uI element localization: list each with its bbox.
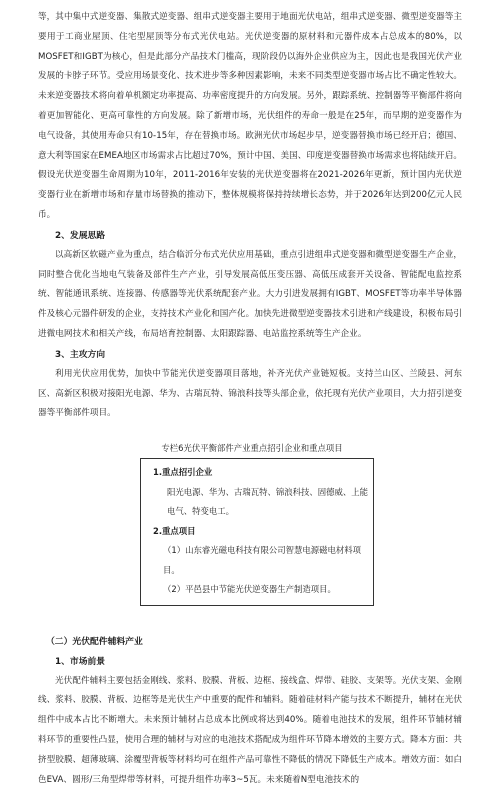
section-heading-market-outlook: 1、市场前景 (55, 656, 106, 667)
box-heading-key-projects: 2.重点项目 (153, 525, 196, 536)
intro-paragraph: 等，其中集中式逆变器、集散式逆变器、组串式逆变器主要用于地面光伏电站，组串式逆变器、微型逆变器等主要用于工商业屋顶、住宅型屋顶等分布式光伏电站。光伏逆变器的原材料和元器件成本占总成本的80%，以MOSFET和IGBT为核心，但是此部分产品技术门槛高，现阶段仍以海外企业供应为主，因此也是我国光伏产业发展的卡脖子环节。受应用场景变化、技术进步等多种因素影响，未来不同类型逆变器市场占比不确定性较大。未来逆变器技术将向着单机额定功率提高、功率密度提升的方向发展。另外，跟踪系统、控制器等平衡部件将向着更加智能化、更高可靠性的方向发展。除了新增市场，光伏组件的寿命一般是在25年，而早期的逆变器作为电气设备，其使用寿命只有10-15年，存在替换市场。欧洲光伏市场起步早，逆变器替换市场已经开启；德国、意大利等国家在EMEA地区市场需求占比超过70%，预计中国、美国、印度逆变器替换市场需求也将陆续开启。假设光伏逆变器生命周期为10年，2011-2016年安装的光伏逆变器将在2021-2026年更新，预计国内光伏逆变器行业在新增市场和存量市场替换的推动下，整体规模将保持持续增长态势，并于2026年达到200亿元人民币。 (38, 12, 462, 220)
box-heading-key-enterprises: 1.重点招引企业 (153, 467, 213, 478)
main-direction-paragraph: 利用光伏应用优势，加快中节能光伏逆变器项目落地，补齐光伏产业链短板。支持兰山区、兰陵县、河东区、高新区积极对接阳光电源、华为、古瑞瓦特、锦浪科技等头部企业，依托现有光伏产业项目，大力招引逆变器等平衡部件项目。 (38, 368, 462, 419)
box-project-1: （1）山东睿光磁电科技有限公司智慧电源磁电材料项目。 (163, 545, 361, 575)
column-box (140, 458, 374, 606)
box-project-2: （2）平邑县中节能光伏逆变器生产制造项目。 (163, 584, 336, 595)
section-heading-main-direction: 3、主攻方向 (55, 349, 106, 360)
market-outlook-paragraph: 光伏配件辅料主要包括金刚线、浆料、胶膜、背板、边框、接线盒、焊带、硅胶、支架等。光伏支架、金刚线、浆料、胶膜、背板、边框等是光伏生产中重要的配件和辅料。随着硅材料产能与技术不断提升，辅材在光伏组件中成本占比不断增大。未来预计辅材占总成本比例或将达到40%。随着电池技术的发展，组件环节辅材辅料环节的重要性凸显，使用合理的辅材与对应的电池技术搭配成为组件环节降本增效的主要方式。降本方面：共挤型胶膜、超薄玻璃、涂覆型背板等材料均可在组件产品可靠性不降低的情况下降低生产成本。增效方面：如白色EVA、圆形/三角型焊带等材料，可提升组件功率3~5瓦。未来随着N型电池技术的 (38, 675, 462, 785)
part-heading-accessories: （二）光伏配件辅料产业 (46, 636, 143, 647)
box-enterprise-list: 阳光电源、华为、古瑞瓦特、锦浪科技、固德威、上能电气、特变电工。 (167, 486, 368, 517)
section-heading-development-approach: 2、发展思路 (55, 230, 106, 241)
column-box-title: 专栏6光伏平衡部件产业重点招引企业和重点项目 (161, 443, 343, 454)
document-page (38, 8, 462, 790)
development-approach-paragraph: 以高新区软磁产业为重点，结合临沂分布式光伏应用基础，重点引进组串式逆变器和微型逆变器生产企业，同时整合优化当地电气装备及部件生产产业，引导发展高低压变压器、高低压成套开关设备、智能配电监控系统、智能通讯系统、连接器、传感器等光伏系统配套产业。大力引进发展拥有IGBT、MOSFET等功率半导体器件及核心元器件研发的企业，支持技术产业化和国产化。加快先进微型逆变器技术引进和产线建设，积极布局引进微电网技术和相关产线，布局培育控制器、太阳跟踪器、电站监控系统等生产企业。 (38, 249, 462, 339)
